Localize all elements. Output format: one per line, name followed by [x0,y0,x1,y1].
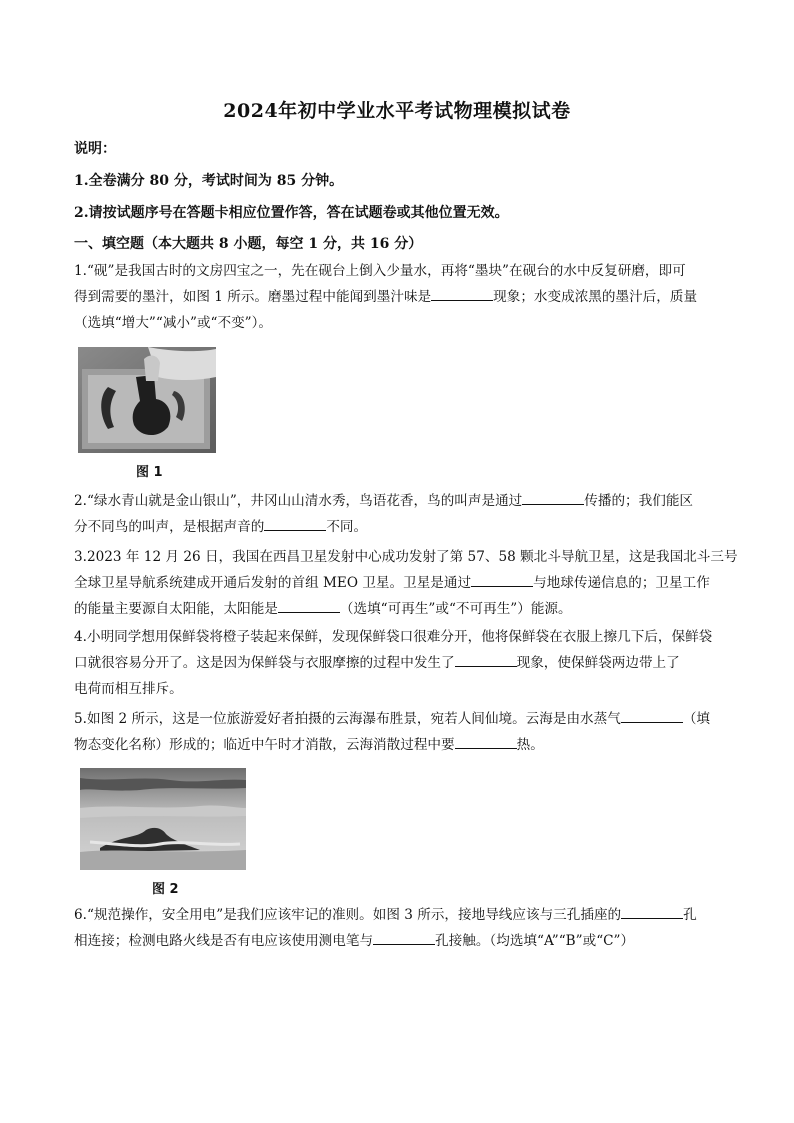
question-3 [74,544,738,622]
question-text: 与地球传递信息的；卫星工作 [533,575,710,591]
question-6 [74,902,722,954]
answer-blank[interactable] [621,708,683,723]
figure-2-caption: 图 2 [152,882,179,897]
question-text: （选填“增大”“减小”或“不变”）。 [74,315,273,331]
answer-blank[interactable] [455,652,517,667]
question-text: 得到需要的墨汁，如图 1 所示。磨墨过程中能闻到墨汁味是 [74,289,432,305]
answer-blank[interactable] [278,598,340,613]
figure-1 [78,347,218,480]
question-text: 的能量主要源自太阳能，太阳能是 [74,601,278,617]
question-text: （选填“可再生”或“不可再生”）能源。 [339,601,572,617]
question-4 [74,624,722,702]
question-text: 现象，使保鲜袋两边带上了 [516,655,680,671]
question-1 [74,258,722,336]
answer-blank[interactable] [621,904,683,919]
question-text: 4.小明同学想用保鲜袋将橙子装起来保鲜，发现保鲜袋口很难分开，他将保鲜袋在衣服上擦几下后，保鲜袋 [74,629,713,645]
question-text: 传播的；我们能区 [584,493,694,509]
question-text: 孔 [683,907,697,923]
question-text: 热。 [516,737,544,753]
question-text: 全球卫星导航系统建成开通后发射的首组 MEO 卫星。卫星是通过 [74,575,472,591]
page-title: 2024年初中学业水平考试物理模拟试卷 [223,100,571,122]
instructions-heading: 说明： [74,141,116,157]
question-text: 相连接；检测电路火线是否有电应该使用测电笔与 [74,933,374,949]
figure-2 [80,768,250,897]
question-text: 1.“砚”是我国古时的文房四宝之一，先在砚台上倒入少量水，再将“墨块”在砚台的水中反复研磨，即可 [74,263,686,279]
question-text: （填 [682,711,711,727]
answer-blank[interactable] [455,734,517,749]
answer-blank[interactable] [373,930,435,945]
question-text: 分不同鸟的叫声，是根据声音的 [74,519,265,535]
question-2 [74,488,722,540]
question-text: 物态变化名称）形成的；临近中午时才消散，云海消散过程中要 [74,737,455,753]
question-text: 5.如图 2 所示，这是一位旅游爱好者拍摄的云海瀑布胜景，宛若人间仙境。云海是由水蒸气 [74,711,621,727]
instruction-item-1: 1.全卷满分 80 分，考试时间为 85 分钟。 [74,173,344,189]
answer-blank[interactable] [264,516,326,531]
question-5 [74,706,722,758]
question-text: 2.“绿水青山就是金山银山”，井冈山山清水秀，鸟语花香，鸟的叫声是通过 [74,493,523,509]
inkstone-image [78,347,216,453]
cloud-sea-photo [80,768,246,870]
answer-blank[interactable] [431,286,493,301]
question-text: 孔接触。（均选填“A”“B”或“C”） [435,933,635,949]
answer-blank[interactable] [522,490,584,505]
instruction-item-2: 2.请按试题序号在答题卡相应位置作答，答在试题卷或其他位置无效。 [74,205,509,221]
answer-blank[interactable] [471,572,533,587]
inkstone-photo [78,347,216,453]
section-heading: 一、填空题（本大题共 8 小题，每空 1 分，共 16 分） [74,236,423,252]
question-text: 3.2023 年 12 月 26 日，我国在西昌卫星发射中心成功发射了第 57、58 颗北斗导航卫星，这是我国北斗三号 [74,549,738,565]
question-text: 现象；水变成浓黑的墨汁后，质量 [493,289,698,305]
question-text: 6.“规范操作，安全用电”是我们应该牢记的准则。如图 3 所示，接地导线应该与三孔插座的 [74,907,622,923]
cloud-sea-image [80,768,246,870]
question-text: 电荷而相互排斥。 [74,681,183,697]
question-text: 口就很容易分开了。这是因为保鲜袋与衣服摩擦的过程中发生了 [74,655,455,671]
figure-1-caption: 图 1 [136,465,163,480]
question-text: 不同。 [326,519,368,535]
